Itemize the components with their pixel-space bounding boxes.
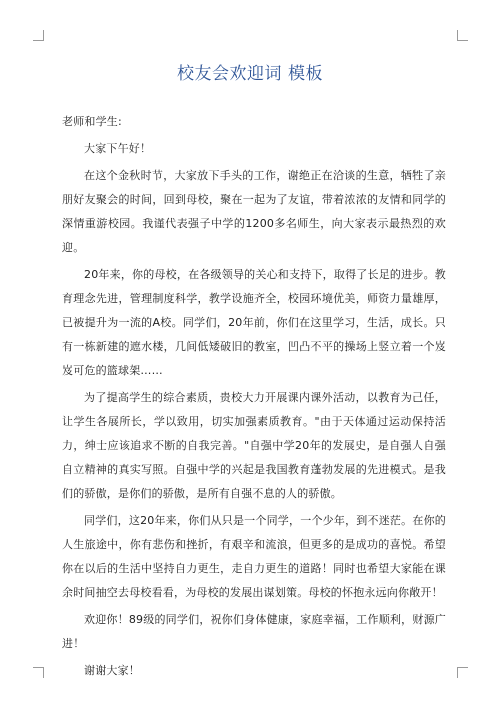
paragraph-3: 为了提高学生的综合素质，贵校大力开展课内课外活动，以教育为己任，让学生各展所长，学以致用，切实加强素质教育。"由于天体通过运动保持活力，绅士应该追求不断的自我完善。"自强中学20年的发展史，是自强人自强自立精神的真实写照。自强中学的兴起是我国教育蓬勃发展的先进模式。是我们的骄傲，是你们的骄傲，是所有自强不息的人的骄傲。 bbox=[62, 391, 446, 500]
crop-mark-top-right bbox=[457, 30, 468, 41]
crop-mark-bottom-right bbox=[457, 667, 468, 678]
document-body bbox=[62, 110, 446, 686]
paragraph-2: 20年来，你的母校，在各级领导的关心和支持下，取得了长足的进步。教育理念先进，管理制度科学，教学设施齐全，校园环境优美，师资力量雄厚，已被提升为一流的A校。同学们，20年前，你们在这里学习，生活，成长。只有一栋新建的遮水楼，几间低矮破旧的教室，凹凸不平的操场上竖立着一个岌岌可危的篮球架…… bbox=[62, 268, 446, 377]
paragraph-welcome: 欢迎你！89级的同学们，祝你们身体健康，家庭幸福，工作顺利，财源广进！ bbox=[62, 613, 446, 650]
crop-mark-top-left bbox=[33, 30, 44, 41]
paragraph-thanks: 谢谢大家！ bbox=[84, 664, 140, 677]
paragraph-4: 同学们，这20年来，你们从只是一个同学，一个少年，到不迷茫。在你的人生旅途中，你有悲伤和挫折，有艰辛和流浪，但更多的是成功的喜悦。希望你在以后的生活中坚持自力更生，走自力更生的道路！同时也希望大家能在课余时间抽空去母校看看，为母校的发展出谋划策。母校的怀抱永远向你敞开！ bbox=[62, 514, 446, 599]
salutation: 老师和学生: bbox=[62, 115, 122, 128]
document-title: 校友会欢迎词 模板 bbox=[177, 64, 323, 84]
paragraph-1: 在这个金秋时节，大家放下手头的工作，谢绝正在洽谈的生意，牺牲了亲朋好友聚会的时间，回到母校，聚在一起为了友谊，带着浓浓的友情和同学的深情重游校园。我谨代表强子中学的1200多名师生，向大家表示最热烈的欢迎。 bbox=[62, 169, 446, 254]
crop-mark-bottom-left bbox=[33, 667, 44, 678]
paragraph-greeting: 大家下午好！ bbox=[84, 142, 152, 155]
